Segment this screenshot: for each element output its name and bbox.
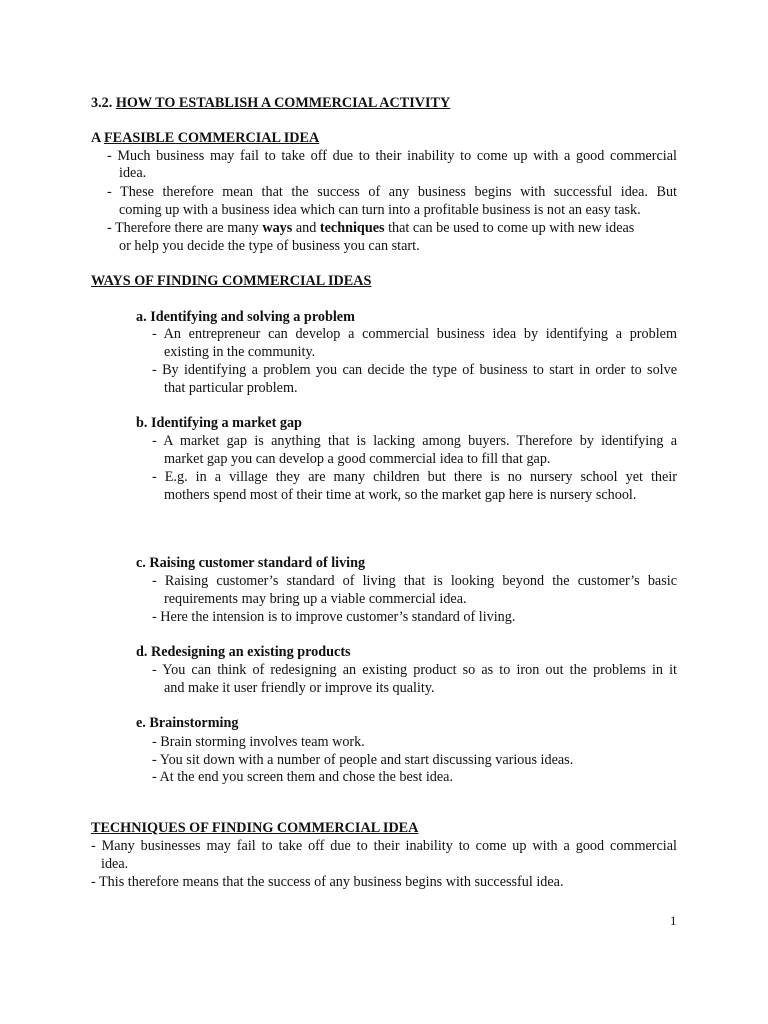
feasible-heading-text: FEASIBLE COMMERCIAL IDEA	[104, 130, 320, 146]
feasible-p3-text-a: - Therefore there are many	[107, 220, 263, 236]
techniques-p1-line2: idea.	[101, 856, 129, 872]
ways-e-item1: - Brain storming involves team work.	[152, 734, 365, 750]
feasible-p3-line2: or help you decide the type of business you can start.	[119, 238, 420, 254]
ways-b-item1-line2: market gap you can develop a good commercial idea to fill that gap.	[164, 451, 551, 467]
section-title-text: HOW TO ESTABLISH A COMMERCIAL ACTIVITY	[115, 95, 451, 111]
feasible-p3-line1	[107, 219, 634, 237]
ways-a-title: a. Identifying and solving a problem	[136, 309, 355, 325]
techniques-p1-line1: - Many businesses may fail to take off due to their inability to come up with a good commercial	[91, 838, 677, 854]
feasible-p1-line2: idea.	[119, 165, 147, 181]
feasible-p3-rest: that can be used to come up with new ideas	[384, 220, 635, 236]
ways-b-item2-line1: - E.g. in a village they are many children but there is no nursery school yet their	[152, 469, 677, 485]
section-number: 3.2.	[91, 95, 113, 111]
ways-b-title: b. Identifying a market gap	[136, 415, 302, 431]
ways-a-item2-line1: - By identifying a problem you can decide the type of business to start in order to solve	[152, 362, 677, 378]
ways-d-title: d. Redesigning an existing products	[136, 644, 351, 660]
ways-c-item1-line1: - Raising customer’s standard of living that is looking beyond the customer’s basic	[152, 573, 677, 589]
feasible-p2-line1: - These therefore mean that the success of any business begins with successful idea. But	[107, 184, 677, 200]
ways-c-item1-line2: requirements may bring up a viable commercial idea.	[164, 591, 467, 607]
techniques-heading: TECHNIQUES OF FINDING COMMERCIAL IDEA	[91, 820, 419, 836]
feasible-p2-line2: coming up with a business idea which can turn into a profitable business is not an easy task.	[119, 202, 641, 218]
feasible-p3-and: and	[292, 220, 320, 236]
ways-c-title: c. Raising customer standard of living	[136, 555, 366, 571]
techniques-p2: - This therefore means that the success of any business begins with successful idea.	[91, 874, 564, 890]
ways-a-item1-line1: - An entrepreneur can develop a commercial business idea by identifying a problem	[152, 326, 677, 342]
ways-heading: WAYS OF FINDING COMMERCIAL IDEAS	[91, 273, 372, 289]
feasible-p1-line1: - Much business may fail to take off due to their inability to come up with a good commercial	[107, 148, 677, 164]
ways-b-item2-line2: mothers spend most of their time at work, so the market gap here is nursery school.	[164, 487, 637, 503]
feasible-p3-techniques: techniques	[319, 220, 385, 236]
ways-a-item2-line2: that particular problem.	[164, 380, 298, 396]
ways-c-item2: - Here the intension is to improve customer’s standard of living.	[152, 609, 516, 625]
section-title	[91, 94, 450, 112]
feasible-heading	[91, 129, 319, 147]
ways-e-title: e. Brainstorming	[136, 715, 239, 731]
page-number: 1	[670, 913, 677, 928]
feasible-p3-ways: ways	[262, 220, 293, 236]
ways-d-item1-line1: - You can think of redesigning an existing product so as to iron out the problems in it	[152, 662, 677, 678]
feasible-heading-prefix: A	[91, 130, 105, 146]
ways-b-item1-line1: - A market gap is anything that is lacking among buyers. Therefore by identifying a	[152, 433, 677, 449]
ways-d-item1-line2: and make it user friendly or improve its quality.	[164, 680, 435, 696]
ways-e-item3: - At the end you screen them and chose the best idea.	[152, 769, 453, 785]
ways-e-item2: - You sit down with a number of people and start discussing various ideas.	[152, 752, 574, 768]
ways-a-item1-line2: existing in the community.	[164, 344, 316, 360]
